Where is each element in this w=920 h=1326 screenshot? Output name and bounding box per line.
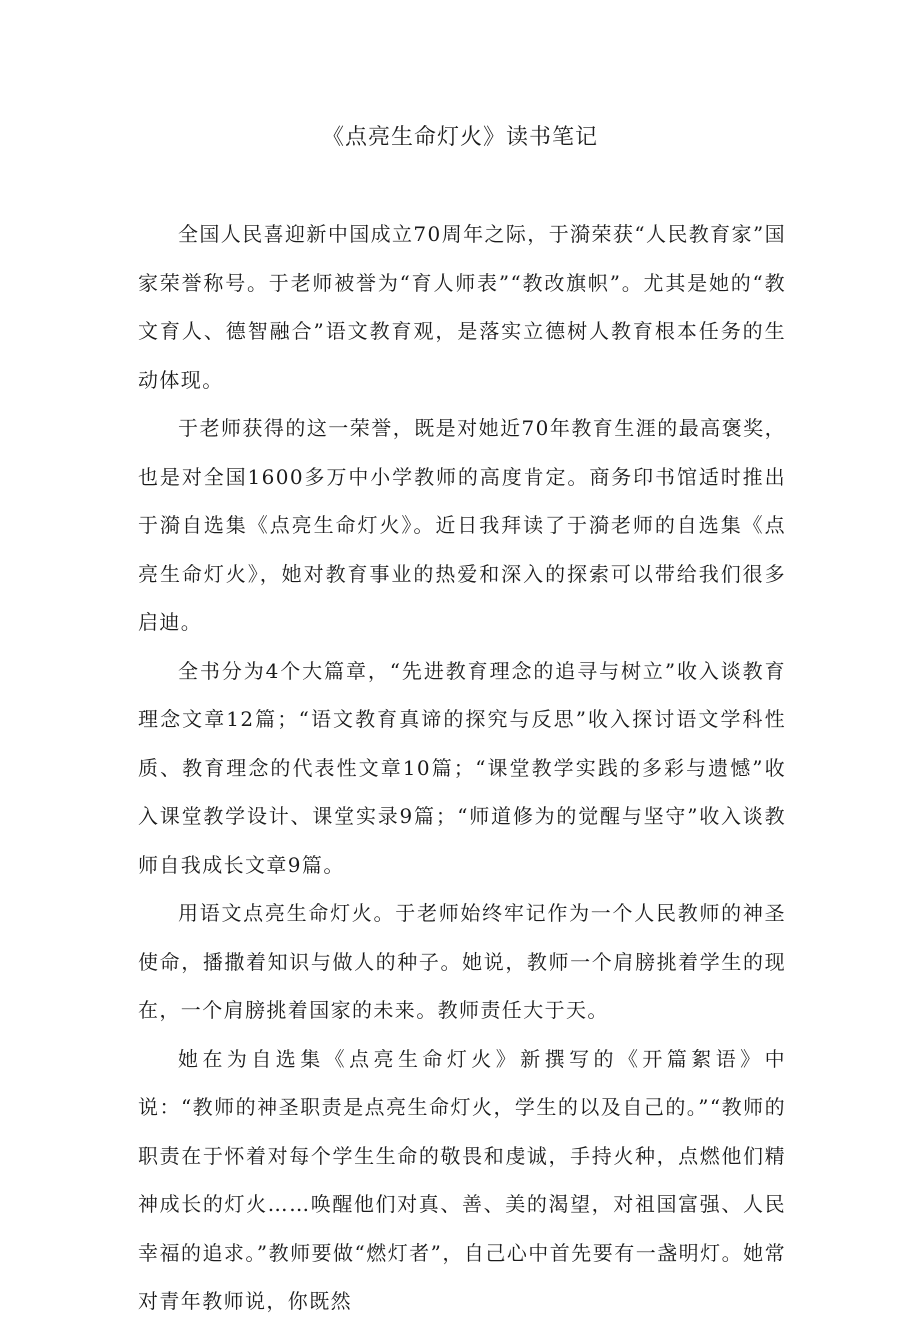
document-title: 《点亮生命灯火》读书笔记 [321,125,598,150]
document-body [138,210,786,1326]
paragraph-1: 全国人民喜迎新中国成立70周年之际，于漪荣获“人民教育家”国家荣誉称号。于老师被誉为“育人师表”“教改旗帜”。尤其是她的“教文育人、德智融合”语文教育观，是落实立德树人教育根本任务的生动体现。 [138,222,786,392]
paragraph-3: 全书分为4个大篇章，“先进教育理念的追寻与树立”收入谈教育理念文章12篇；“语文教育真谛的探究与反思”收入探讨语文学科性质、教育理念的代表性文章10篇；“课堂教学实践的多彩与遗憾”收入课堂教学设计、课堂实录9篇；“师道修为的觉醒与坚守”收入谈教师自我成长文章9篇。 [138,658,786,877]
paragraph-2: 于老师获得的这一荣誉，既是对她近70年教育生涯的最高褒奖，也是对全国1600多万中小学教师的高度肯定。商务印书馆适时推出于漪自选集《点亮生命灯火》。近日我拜读了于漪老师的自选集《点亮生命灯火》，她对教育事业的热爱和深入的探索可以带给我们很多启迪。 [138,416,786,634]
paragraph-4: 用语文点亮生命灯火。于老师始终牢记作为一个人民教师的神圣使命，播撒着知识与做人的种子。她说，教师一个肩膀挑着学生的现在，一个肩膀挑着国家的未来。教师责任大于天。 [138,901,786,1022]
paragraph-5: 她在为自选集《点亮生命灯火》新撰写的《开篇絮语》中说：“教师的神圣职责是点亮生命灯火，学生的以及自己的。”“教师的职责在于怀着对每个学生生命的敬畏和虔诚，手持火种，点燃他们精神成长的灯火……唤醒他们对真、善、美的渴望，对祖国富强、人民幸福的追求。”教师要做“燃灯者”，自己心中首先要有一盏明灯。她常对青年教师说，你既然 [138,1046,786,1313]
